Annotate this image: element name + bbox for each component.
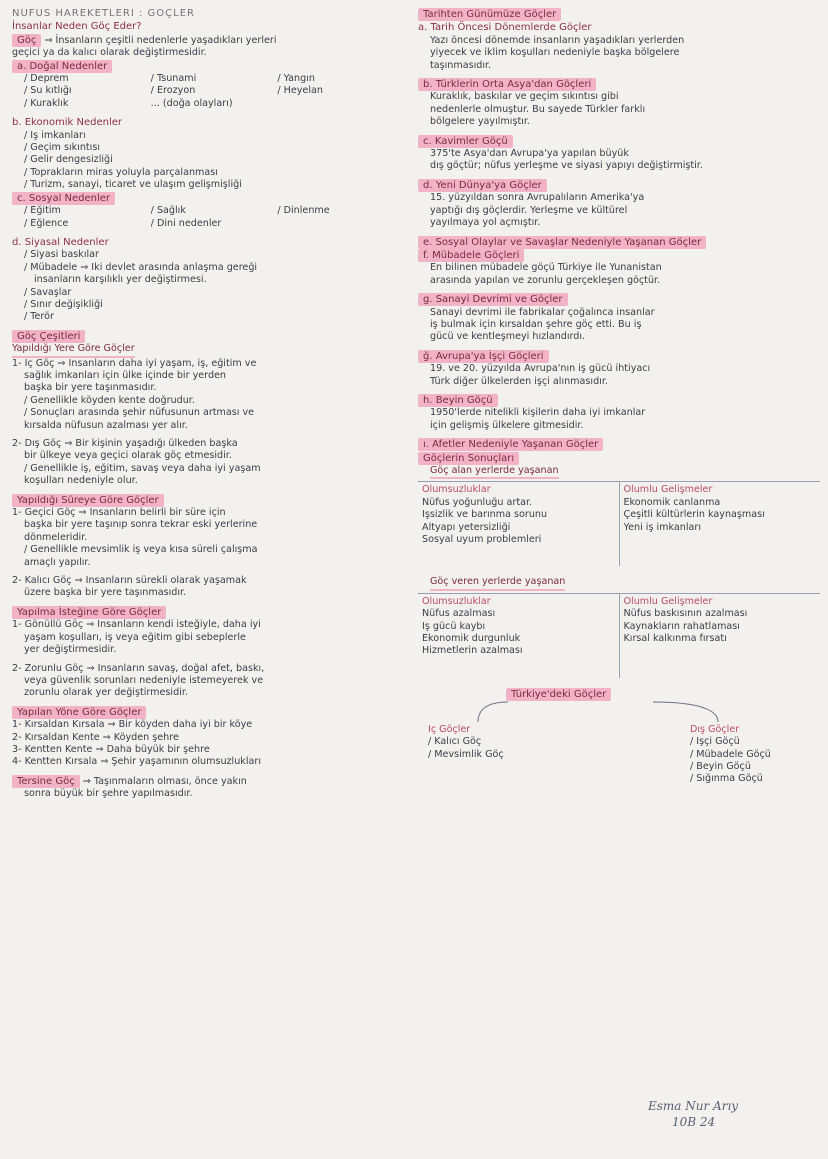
inner-migrations: [428, 724, 504, 761]
given-heading: Göç veren yerlerde yaşanan: [430, 576, 565, 590]
list-item: / Toprakların miras yoluyla parçalanması: [24, 166, 218, 178]
table-item: Nüfus baskısının azalması: [623, 608, 748, 620]
signature-name: Esma Nur Arıy: [648, 1099, 739, 1113]
section-d-line: 15. yüzyıldan sonra Avrupalıların Amerika'ya: [430, 192, 645, 204]
table-item: Sosyal uyum problemleri: [422, 534, 542, 546]
list-item: / Kalıcı Göç: [428, 736, 482, 748]
direction-line: 1- Kırsaldan Kırsala ⇒ Bir köyden daha iyi bir köye: [12, 719, 253, 731]
section-h-line: 1950'lerde nitelikli kişilerin daha iyi imkanlar: [430, 407, 646, 419]
section-b-line: nedenlerle olmuştur. Bu sayede Türkler farklı: [430, 103, 646, 115]
list-item: ... (doğa olayları): [150, 97, 233, 109]
forced-line: 2- Zorunlu Göç ⇒ İnsanların savaş, doğal afet, baskı,: [12, 662, 265, 674]
received-negative-cell: [418, 482, 620, 566]
table-item: İşsizlik ve barınma sorunu: [422, 509, 548, 521]
voluntary-line: yer değiştirmesidir.: [24, 644, 117, 656]
section-a-heading: a. Tarih Öncesi Dönemlerde Göçler: [418, 22, 592, 34]
section-f-heading: f. Mübadele Göçleri: [418, 249, 524, 262]
table-item: Yeni iş imkanları: [623, 521, 702, 533]
internal-line: / Sonuçları arasında şehir nüfusunun artması ve: [24, 407, 255, 419]
section-h-heading: h. Beyin Göçü: [418, 394, 498, 407]
natural-heading: a. Doğal Nedenler: [12, 60, 112, 73]
outer-title: Dış Göçler: [690, 723, 740, 735]
list-item: / Mübadele Göçü: [690, 748, 771, 760]
section-f-line: En bilinen mübadele göçü Türkiye ile Yunanistan: [430, 262, 662, 274]
list-item: / Mevsimlik Göç: [428, 748, 504, 760]
list-item: / Turizm, sanayi, ticaret ve ulaşım gelişmişliği: [24, 179, 242, 191]
list-item: / Heyelan: [277, 85, 323, 97]
section-b-line: bölgelere yayılmıştır.: [430, 116, 530, 128]
table-item: Nüfus yoğunluğu artar.: [422, 496, 533, 508]
by-will-heading: Yapılma İsteğine Göre Göçler: [12, 606, 166, 619]
permanent-line: üzere başka bir yere taşınmasıdır.: [24, 587, 187, 599]
economic-heading: b. Ekonomik Nedenler: [12, 117, 123, 129]
turkey-migration-tree: [418, 688, 820, 788]
list-item: / Eğitim: [24, 205, 61, 217]
outer-migrations: [690, 724, 771, 786]
section-g2-line: Türk diğer ülkelerden işçi alınmasıdır.: [430, 375, 608, 387]
table-item: Çeşitli kültürlerin kaynaşması: [623, 509, 765, 521]
list-item: / Sağlık: [150, 205, 186, 217]
by-direction-heading: Yapılan Yöne Göre Göçler: [12, 706, 146, 719]
list-item: / Su kıtlığı: [24, 85, 72, 97]
list-item: / Eğlence: [24, 217, 69, 229]
reverse-text-2: sonra büyük bir şehre yapılmasıdır.: [24, 788, 193, 800]
signature: [648, 1098, 738, 1130]
section-g-line: gücü ve kentleşmeyi hızlandırdı.: [430, 331, 586, 343]
table-item: Ekonomik durgunluk: [422, 633, 521, 645]
received-table: [418, 481, 820, 566]
left-connector: [478, 702, 508, 722]
temporary-line: amaçlı yapılır.: [24, 556, 91, 568]
list-item: / Gelir dengesizliği: [24, 154, 113, 166]
external-line: bir ülkeye veya geçici olarak göç etmesidir.: [24, 450, 232, 462]
given-neg-title: Olumsuzluklar: [422, 595, 491, 607]
by-duration-heading: Yapıldığı Süreye Göre Göçler: [12, 494, 164, 507]
list-item: / Kuraklık: [24, 97, 69, 109]
list-item: / Erozyon: [150, 85, 196, 97]
list-item: / Terör: [24, 311, 54, 323]
internal-line: kırsalda nüfusun azalması yer alır.: [24, 419, 188, 431]
permanent-line: 2- Kalıcı Göç ⇒ İnsanların sürekli olarak yaşamak: [12, 575, 247, 587]
given-negative-cell: [418, 594, 620, 678]
received-pos-title: Olumlu Gelişmeler: [623, 484, 713, 496]
external-line: 2- Dış Göç ⇒ Bir kişinin yaşadığı ülkeden başka: [12, 438, 238, 449]
by-place-heading: Yapıldığı Yere Göre Göçler: [12, 343, 135, 357]
social-list: [12, 205, 404, 230]
list-item: / İşçi Göçü: [690, 736, 740, 748]
list-item: / Geçim sıkıntısı: [24, 142, 101, 154]
direction-line: 2- Kırsaldan Kente ⇒ Köyden şehre: [12, 731, 179, 743]
direction-line: 4- Kentten Kırsala ⇒ Şehir yaşamının olumsuzlukları: [12, 756, 262, 768]
temporary-line: 1- Geçici Göç ⇒ İnsanların belirli bir süre için: [12, 507, 226, 519]
direction-line: 3- Kentten Kente ⇒ Daha büyük bir şehre: [12, 743, 210, 755]
list-item: / Tsunami: [150, 73, 197, 85]
section-g-heading: g. Sanayi Devrimi ve Göçler: [418, 293, 568, 306]
turkey-heading: Türkiye'deki Göçler: [506, 688, 611, 701]
section-g-line: Sanayi devrimi ile fabrikalar çoğalınca insanlar: [430, 306, 655, 318]
list-item: / Beyin Göçü: [690, 761, 751, 773]
internal-line: sağlık imkanları için ülke içinde bir yerden: [24, 369, 227, 381]
received-heading: Göç alan yerlerde yaşanan: [430, 465, 559, 479]
natural-list: [12, 73, 404, 110]
list-item: / İş imkanları: [24, 129, 86, 141]
voluntary-line: 1- Gönüllü Göç ⇒ İnsanların kendi isteğiyle, daha iyi: [12, 619, 261, 631]
section-d-line: yayılmaya yol açmıştır.: [430, 217, 541, 229]
internal-line: 1- İç Göç ⇒ İnsanların daha iyi yaşam, iş, eğitim ve: [12, 357, 257, 369]
internal-line: başka bir yere taşınmasıdır.: [24, 382, 157, 394]
list-item: / Yangın: [277, 73, 315, 85]
table-item: Kırsal kalkınma fırsatı: [623, 633, 727, 645]
reverse-text: ⇒ Taşınmaların olması, önce yakın: [82, 775, 247, 787]
section-h-line: için gelişmiş ülkelere gitmesidir.: [430, 419, 584, 431]
page-title: NÜFUS HAREKETLERİ : GÖÇLER: [12, 8, 195, 19]
list-item: / Sığınma Göçü: [690, 773, 763, 785]
temporary-line: başka bir yere taşınıp sonra tekrar eski yerlerine: [24, 519, 258, 531]
list-item: / Mübadele ⇒ İki devlet arasında anlaşma gereği: [24, 261, 258, 273]
section-f-line: arasında yapılan ve zorunlu gerçekleşen göçtür.: [430, 274, 661, 286]
list-item: insanların karşılıklı yer değiştirmesi.: [34, 274, 207, 286]
section-a-line: Yazı öncesi dönemde insanların yaşadıkları yerlerden: [430, 34, 685, 46]
section-g2-heading: ğ. Avrupa'ya İşçi Göçleri: [418, 350, 549, 363]
list-item: / Dini nedenler: [150, 217, 222, 229]
received-neg-title: Olumsuzluklar: [422, 484, 491, 496]
types-heading: Göç Çeşitleri: [12, 330, 85, 343]
table-item: İş gücü kaybı: [422, 620, 486, 632]
section-g-line: iş bulmak için kırsaldan şehre göç etti. Bu iş: [430, 318, 642, 330]
table-item: Kaynakların rahatlaması: [623, 620, 740, 632]
external-line: / Genellikle iş, eğitim, savaş veya daha iyi yaşam: [24, 462, 261, 474]
section-c-heading: c. Kavimler Göçü: [418, 135, 513, 148]
received-positive-cell: [620, 482, 821, 566]
section-b-heading: b. Türklerin Orta Asya'dan Göçleri: [418, 78, 596, 91]
left-column: [12, 8, 404, 801]
voluntary-line: yaşam koşulları, iş veya eğitim gibi sebeplerle: [24, 631, 246, 643]
table-item: Hizmetlerin azalması: [422, 645, 523, 657]
given-positive-cell: [620, 594, 821, 678]
section-d-line: yaptığı dış göçlerdir. Yerleşme ve kültürel: [430, 204, 628, 216]
definition-label: Göç: [12, 34, 41, 47]
section-c-line: 375'te Asya'dan Avrupa'ya yapılan büyük: [430, 148, 629, 160]
political-heading: d. Siyasal Nedenler: [12, 236, 109, 248]
forced-line: zorunlu olarak yer değiştirmesidir.: [24, 687, 188, 699]
section-i-heading: ı. Afetler Nedeniyle Yaşanan Göçler: [418, 438, 603, 451]
list-item: / Dinlenme: [277, 205, 330, 217]
history-heading: Tarihten Günümüze Göçler: [418, 8, 561, 21]
list-item: / Siyasi baskılar: [24, 249, 99, 261]
section-a-line: yiyecek ve iklim koşulları nedeniyle başka bölgelere: [430, 47, 680, 59]
definition-text: ⇒ İnsanların çeşitli nedenlerle yaşadıkları yerleri: [44, 34, 277, 46]
inner-title: İç Göçler: [428, 723, 471, 735]
list-item: / Sınır değişikliği: [24, 298, 103, 310]
results-heading: Göçlerin Sonuçları: [418, 452, 519, 465]
section-a-line: taşınmasıdır.: [430, 59, 492, 71]
forced-line: veya güvenlik sorunları nedeniyle istemeyerek ve: [24, 674, 264, 686]
tree-connectors: [418, 688, 820, 728]
section-b-line: Kuraklık, baskılar ve geçim sıkıntısı gibi: [430, 91, 619, 103]
temporary-line: / Genellikle mevsimlik iş veya kısa süreli çalışma: [24, 544, 258, 556]
temporary-line: dönmeleridir.: [24, 531, 88, 543]
list-item: / Savaşlar: [24, 286, 72, 298]
given-table: [418, 593, 820, 678]
list-item: / Deprem: [24, 73, 69, 85]
social-heading: c. Sosyal Nedenler: [12, 192, 115, 205]
table-item: Ekonomik canlanma: [623, 496, 721, 508]
right-column: [418, 8, 820, 788]
internal-line: / Genellikle köyden kente doğrudur.: [24, 394, 195, 406]
given-pos-title: Olumlu Gelişmeler: [623, 595, 713, 607]
why-heading: İnsanlar Neden Göç Eder?: [12, 21, 142, 33]
reverse-label: Tersine Göç: [12, 775, 80, 788]
external-line: koşulları nedeniyle olur.: [24, 475, 138, 487]
section-e-heading: e. Sosyal Olaylar ve Savaşlar Nedeniyle Yaşanan Göçler: [418, 236, 706, 249]
table-item: Nüfus azalması: [422, 608, 496, 620]
right-connector: [653, 702, 718, 722]
definition-text-2: geçici ya da kalıcı olarak değiştirmesidir.: [12, 47, 207, 59]
section-g2-line: 19. ve 20. yüzyılda Avrupa'nın iş gücü ihtiyacı: [430, 363, 651, 375]
section-d-heading: d. Yeni Dünya'ya Göçler: [418, 179, 547, 192]
section-c-line: dış göçtür; nüfus yerleşme ve siyasi yapıyı değiştirmiştir.: [430, 160, 703, 172]
signature-class: 10B 24: [672, 1115, 716, 1129]
table-item: Altyapı yetersizliği: [422, 521, 511, 533]
